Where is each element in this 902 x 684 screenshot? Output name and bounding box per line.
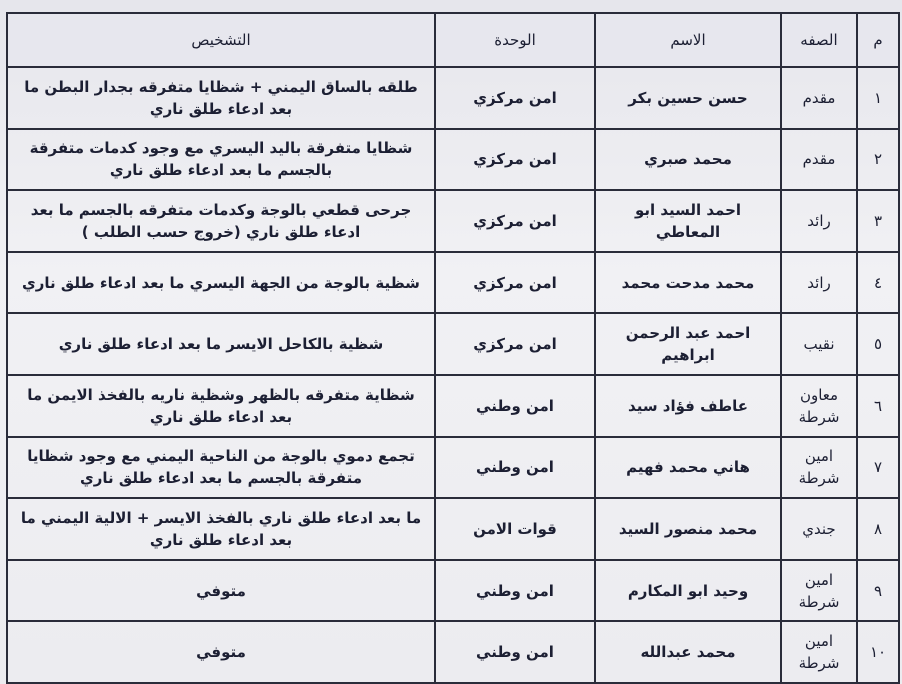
row-diagnosis: متوفي	[7, 621, 435, 683]
row-diagnosis: طلقه بالساق اليمني + شظايا متفرقه بجدار البطن ما بعد ادعاء طلق ناري	[7, 67, 435, 129]
row-num: ١٠	[857, 621, 899, 683]
row-diagnosis: ما بعد ادعاء طلق ناري بالفخذ الايسر + الالية اليمني ما بعد ادعاء طلق ناري	[7, 498, 435, 560]
row-diagnosis: شظية بالوجة من الجهة اليسري ما بعد ادعاء طلق ناري	[7, 252, 435, 314]
row-name: هاني محمد فهيم	[595, 437, 781, 499]
row-name: وحيد ابو المكارم	[595, 560, 781, 622]
casualty-table	[6, 12, 900, 684]
row-rank: امين شرطة	[781, 437, 857, 499]
row-unit: امن مركزي	[435, 252, 595, 314]
header-row	[7, 13, 899, 67]
row-diagnosis: جرحى قطعي بالوجة وكدمات متفرقه بالجسم ما بعد ادعاء طلق ناري (خروج حسب الطلب )	[7, 190, 435, 252]
row-num: ٧	[857, 437, 899, 499]
row-num: ٢	[857, 129, 899, 191]
header-rank: الصفه	[781, 13, 857, 67]
row-diagnosis: شظاية متفرقه بالظهر وشظية ناريه بالفخذ الايمن ما بعد ادعاء طلق ناري	[7, 375, 435, 437]
row-num: ١	[857, 67, 899, 129]
row-unit: امن مركزي	[435, 129, 595, 191]
row-unit: امن مركزي	[435, 313, 595, 375]
row-num: ٩	[857, 560, 899, 622]
row-name: عاطف فؤاد سيد	[595, 375, 781, 437]
row-diagnosis: متوفي	[7, 560, 435, 622]
table-row	[7, 621, 899, 683]
row-unit: امن مركزي	[435, 67, 595, 129]
row-num: ٦	[857, 375, 899, 437]
row-num: ٥	[857, 313, 899, 375]
row-rank: نقيب	[781, 313, 857, 375]
row-unit: امن وطني	[435, 560, 595, 622]
row-diagnosis: شظية بالكاحل الايسر ما بعد ادعاء طلق ناري	[7, 313, 435, 375]
row-name: احمد السيد ابو المعاطي	[595, 190, 781, 252]
row-unit: قوات الامن	[435, 498, 595, 560]
table-row	[7, 313, 899, 375]
row-diagnosis: تجمع دموي بالوجة من الناحية اليمني مع وجود شظايا متفرقة بالجسم ما بعد ادعاء طلق ناري	[7, 437, 435, 499]
row-unit: امن وطني	[435, 621, 595, 683]
row-unit: امن وطني	[435, 437, 595, 499]
row-rank: معاون شرطة	[781, 375, 857, 437]
row-name: محمد عبدالله	[595, 621, 781, 683]
header-diagnosis: التشخيص	[7, 13, 435, 67]
table-row	[7, 560, 899, 622]
row-name: محمد منصور السيد	[595, 498, 781, 560]
row-name: احمد عبد الرحمن ابراهيم	[595, 313, 781, 375]
row-unit: امن مركزي	[435, 190, 595, 252]
row-rank: رائد	[781, 252, 857, 314]
table-row	[7, 67, 899, 129]
row-name: محمد صبري	[595, 129, 781, 191]
table-row	[7, 252, 899, 314]
row-rank: امين شرطة	[781, 560, 857, 622]
row-unit: امن وطني	[435, 375, 595, 437]
row-name: محمد مدحت محمد	[595, 252, 781, 314]
row-rank: مقدم	[781, 67, 857, 129]
row-num: ٨	[857, 498, 899, 560]
row-rank: امين شرطة	[781, 621, 857, 683]
row-rank: رائد	[781, 190, 857, 252]
table-row	[7, 437, 899, 499]
header-name: الاسم	[595, 13, 781, 67]
table-row	[7, 498, 899, 560]
table-row	[7, 375, 899, 437]
header-unit: الوحدة	[435, 13, 595, 67]
header-num: م	[857, 13, 899, 67]
row-num: ٣	[857, 190, 899, 252]
table-row	[7, 129, 899, 191]
row-num: ٤	[857, 252, 899, 314]
row-diagnosis: شظايا متفرقة باليد اليسري مع وجود كدمات متفرقة بالجسم ما بعد ادعاء طلق ناري	[7, 129, 435, 191]
table-row	[7, 190, 899, 252]
row-name: حسن حسين بكر	[595, 67, 781, 129]
row-rank: جندي	[781, 498, 857, 560]
row-rank: مقدم	[781, 129, 857, 191]
